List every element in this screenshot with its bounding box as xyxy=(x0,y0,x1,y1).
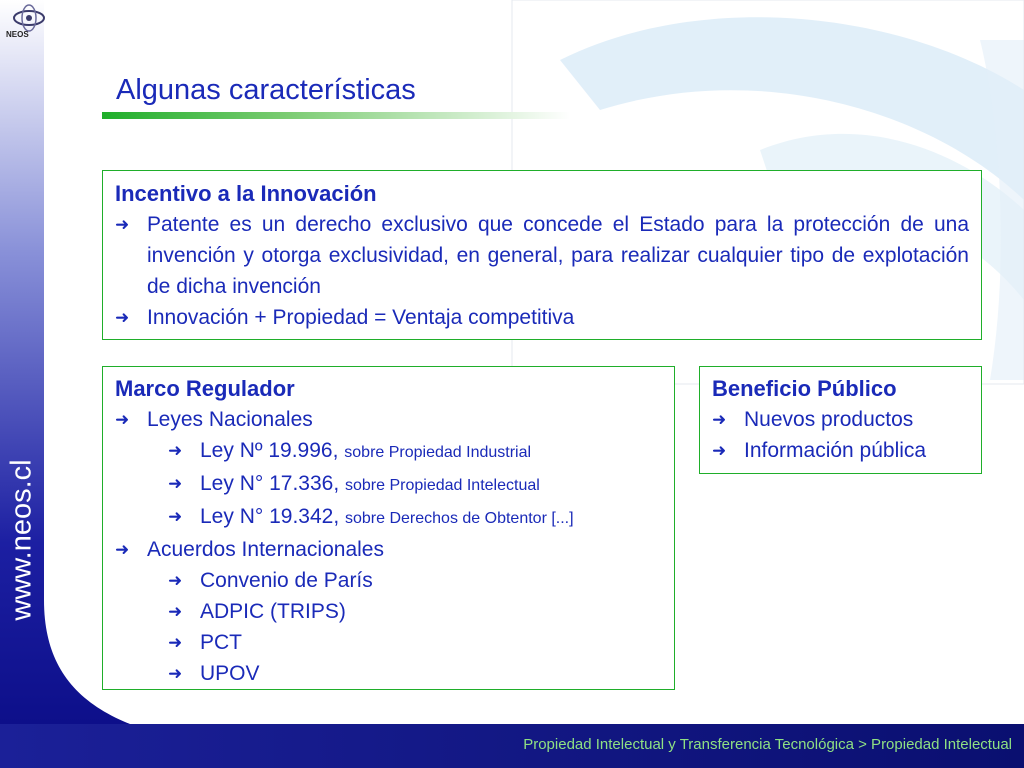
list-item xyxy=(115,435,662,468)
incentivo-heading: Incentivo a la Innovación xyxy=(115,181,377,206)
slide-title: Algunas características xyxy=(116,74,416,106)
title-underline xyxy=(102,112,570,119)
beneficio-publico-box xyxy=(699,366,982,474)
arrow-right-icon: ➜ xyxy=(168,474,183,493)
beneficio-heading: Beneficio Público xyxy=(712,376,897,401)
law-name: Ley N° 19.342, xyxy=(200,505,340,528)
law-description: sobre Propiedad Intelectual xyxy=(345,477,540,494)
beneficio-item: Información pública xyxy=(744,439,927,462)
acuerdo-item: Convenio de París xyxy=(200,569,373,592)
arrow-right-icon: ➜ xyxy=(115,215,130,234)
list-item xyxy=(115,468,662,501)
incentivo-box xyxy=(102,170,982,340)
law-name: Ley N° 17.336, xyxy=(200,472,340,495)
arrow-right-icon: ➜ xyxy=(115,540,130,559)
arrow-right-icon: ➜ xyxy=(168,633,183,652)
list-item xyxy=(712,435,971,466)
law-description: sobre Propiedad Industrial xyxy=(344,444,532,461)
arrow-right-icon: ➜ xyxy=(115,308,130,327)
law-name: Ley Nº 19.996, xyxy=(200,439,339,462)
marco-heading: Marco Regulador xyxy=(115,376,295,401)
arrow-right-icon: ➜ xyxy=(168,664,183,683)
neos-logo xyxy=(4,2,54,48)
list-item xyxy=(115,565,662,596)
list-item xyxy=(712,404,971,435)
arrow-right-icon: ➜ xyxy=(168,571,183,590)
arrow-right-icon: ➜ xyxy=(115,410,130,429)
sidebar-url: www.neos.cl xyxy=(5,459,38,621)
acuerdo-item: ADPIC (TRIPS) xyxy=(200,600,346,623)
logo-text: NEOS xyxy=(6,30,29,39)
acuerdos-label: Acuerdos Internacionales xyxy=(147,538,384,561)
arrow-right-icon: ➜ xyxy=(168,441,183,460)
list-item xyxy=(115,302,969,333)
leyes-label: Leyes Nacionales xyxy=(147,408,313,431)
list-item xyxy=(115,404,662,435)
neos-logo-icon xyxy=(4,2,54,48)
list-item xyxy=(115,209,969,302)
list-item xyxy=(115,501,662,534)
incentivo-item-text: Innovación + Propiedad = Ventaja competitiva xyxy=(147,306,575,329)
marco-regulador-box xyxy=(102,366,675,690)
acuerdo-item: UPOV xyxy=(200,662,260,685)
beneficio-item: Nuevos productos xyxy=(744,408,914,431)
arrow-right-icon: ➜ xyxy=(168,507,183,526)
arrow-right-icon: ➜ xyxy=(712,410,727,429)
incentivo-item-text: Patente es un derecho exclusivo que concede el Estado para la protección de una invención y otorga exclusividad, en general, para realizar cualquier tipo de explotación de dicha invención xyxy=(147,213,969,298)
arrow-right-icon: ➜ xyxy=(168,602,183,621)
list-item xyxy=(115,596,662,627)
list-item xyxy=(115,658,662,689)
arrow-right-icon: ➜ xyxy=(712,441,727,460)
list-item xyxy=(115,627,662,658)
acuerdo-item: PCT xyxy=(200,631,242,654)
law-description: sobre Derechos de Obtentor [...] xyxy=(345,510,574,527)
list-item xyxy=(115,534,662,565)
footer-breadcrumb: Propiedad Intelectual y Transferencia Tecnológica > Propiedad Intelectual xyxy=(523,736,1012,753)
